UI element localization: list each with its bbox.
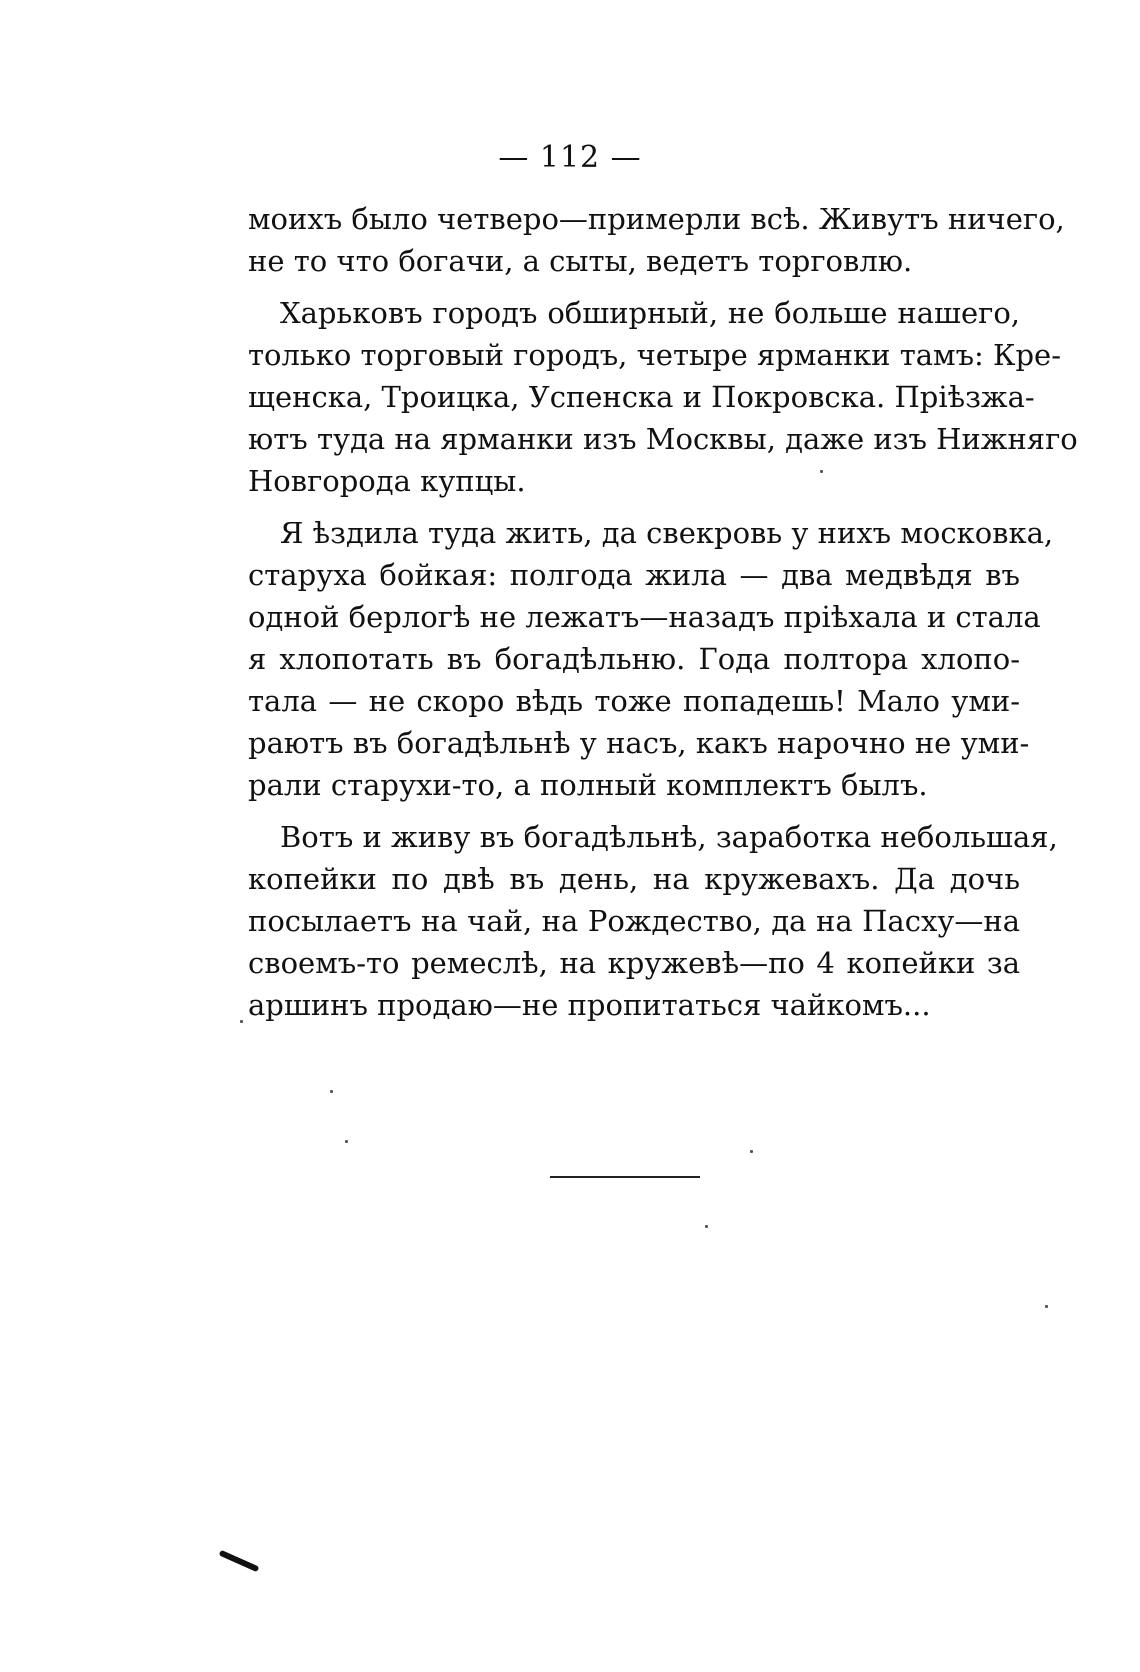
text-line: только торговый городъ, четыре ярманки тамъ: Кре-	[248, 338, 1062, 372]
text-line: копейки по двѣ въ день, на кружевахъ. Да дочь	[248, 862, 1020, 896]
text-line: Харьковъ городъ обширный, не больше нашего,	[280, 296, 1020, 330]
paragraph	[248, 198, 1065, 282]
body-text	[248, 198, 1078, 1036]
paragraph	[248, 816, 1058, 1026]
page-number: — 112 —	[498, 140, 642, 175]
text-line: своемъ-то ремеслѣ, на кружевѣ—по 4 копейки за	[248, 946, 1020, 980]
scan-speck	[345, 1140, 348, 1143]
text-line: щенска, Троицка, Успенска и Покровска. Пріѣзжа-	[248, 380, 1035, 414]
text-line: Я ѣздила туда жить, да свекровь у нихъ московка,	[280, 516, 1054, 550]
text-line: посылаетъ на чай, на Рождество, да на Пасху—на	[248, 904, 1020, 938]
scan-speck	[820, 470, 823, 473]
text-line: не то что богачи, а сыты, ведетъ торговлю.	[248, 244, 913, 278]
text-line: раютъ въ богадѣльнѣ у насъ, какъ нарочно не уми-	[248, 726, 1030, 760]
scan-speck	[750, 1150, 753, 1153]
scan-speck	[705, 1225, 708, 1228]
text-line: Новгорода купцы.	[248, 464, 526, 498]
text-line: Вотъ и живу въ богадѣльнѣ, заработка небольшая,	[280, 820, 1058, 854]
text-line: тала — не скоро вѣдь тоже попадешь! Мало уми-	[248, 684, 1020, 718]
text-line: одной берлогѣ не лежатъ—назадъ пріѣхала и стала	[248, 600, 1041, 634]
text-line: старуха бойкая: полгода жила — два медвѣдя въ	[248, 558, 1020, 592]
paragraph	[248, 512, 1054, 806]
scan-speck	[330, 1090, 333, 1093]
scan-stroke-mark	[219, 1550, 260, 1573]
text-line: я хлопотать въ богадѣльню. Года полтора хлопо-	[248, 642, 1020, 676]
text-line: аршинъ продаю—не пропитаться чайкомъ...	[248, 988, 931, 1022]
paragraph	[248, 292, 1078, 502]
section-end-rule	[550, 1176, 700, 1178]
scan-speck	[240, 1020, 243, 1023]
text-line: рали старухи-то, а полный комплектъ былъ.	[248, 768, 928, 802]
text-line: ютъ туда на ярманки изъ Москвы, даже изъ Нижняго	[248, 422, 1078, 456]
text-line: моихъ было четверо—примерли всѣ. Живутъ ничего,	[248, 202, 1065, 236]
scan-speck	[1045, 1305, 1048, 1308]
